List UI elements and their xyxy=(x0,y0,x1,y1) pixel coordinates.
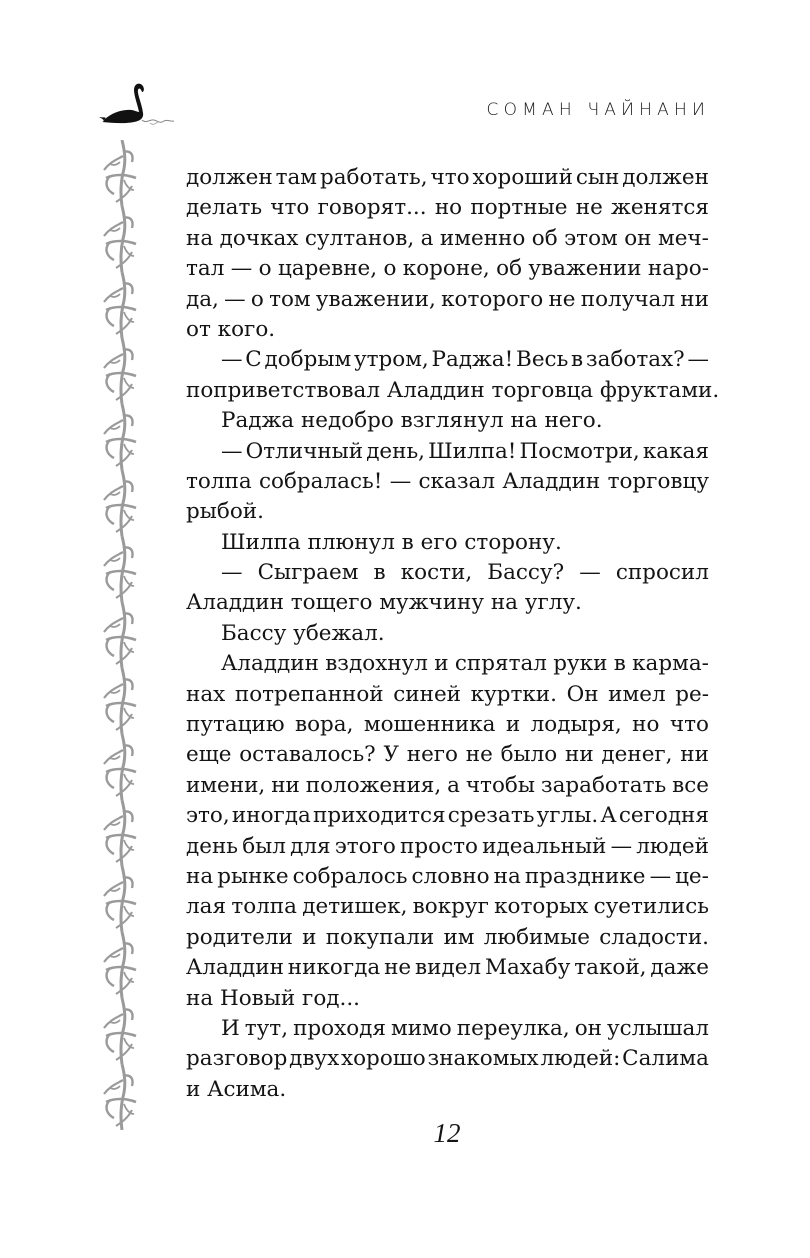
word: — xyxy=(221,347,243,373)
word: он xyxy=(624,225,652,251)
text-line xyxy=(186,771,709,801)
text-line: Аладдин тощего мужчину на углу. xyxy=(186,590,582,616)
text-line xyxy=(186,1014,709,1044)
word: синей xyxy=(393,681,462,707)
word: заботах? xyxy=(585,347,685,373)
word: куртки. xyxy=(470,681,557,707)
word: вокруг xyxy=(412,894,489,920)
word: знакомых xyxy=(427,1046,539,1072)
word: этом xyxy=(564,225,618,251)
word: там xyxy=(275,165,318,190)
word: получал xyxy=(580,286,676,312)
word: углы. xyxy=(536,803,599,829)
word: — xyxy=(230,256,253,282)
word: все xyxy=(672,772,709,798)
word: словно xyxy=(411,863,490,889)
thorn-vine-border xyxy=(92,140,162,1130)
word: Махабу xyxy=(484,955,571,981)
word: которых xyxy=(494,894,589,920)
text-line xyxy=(186,193,709,223)
word: о xyxy=(258,256,272,282)
text-line xyxy=(186,680,709,710)
word: день xyxy=(186,833,238,859)
word: а xyxy=(447,772,460,798)
word: утром, xyxy=(353,347,429,373)
word: такой, xyxy=(574,955,647,981)
word: людей xyxy=(636,833,709,859)
word: любимые xyxy=(483,924,590,950)
word: в xyxy=(613,651,626,677)
word: — xyxy=(687,347,709,373)
word: на xyxy=(186,225,214,251)
word: даже xyxy=(650,955,709,981)
word: проходя xyxy=(293,1015,386,1041)
text-line xyxy=(186,862,709,892)
word: И xyxy=(221,1015,240,1041)
word: какая xyxy=(642,438,709,464)
text-line xyxy=(186,801,709,831)
word: на xyxy=(493,863,521,889)
word: Он xyxy=(566,681,599,707)
text-line xyxy=(186,892,709,922)
word: оставалось? xyxy=(239,742,376,768)
word: — xyxy=(610,833,633,859)
word: спрятал xyxy=(454,651,547,677)
word: положения, xyxy=(305,772,442,798)
text-line: рыбой. xyxy=(186,499,264,525)
word: он xyxy=(574,1015,602,1041)
word: переулка, xyxy=(456,1015,570,1041)
word: заработать xyxy=(540,772,667,798)
word: женятся xyxy=(611,195,709,221)
word: денег, xyxy=(601,742,673,768)
text-line xyxy=(186,345,709,375)
word: хороший xyxy=(472,165,573,190)
text-line xyxy=(186,437,709,467)
word: нах xyxy=(186,681,226,707)
word: спросил xyxy=(615,560,709,586)
word: собралось xyxy=(292,863,408,889)
word: ни xyxy=(680,286,709,312)
word: Посмотри, xyxy=(519,438,640,464)
word: карма- xyxy=(632,651,709,677)
word: — xyxy=(579,560,601,586)
text-line xyxy=(186,163,709,193)
word: и xyxy=(505,712,521,738)
word: празднике xyxy=(524,863,646,889)
word: Аладдин xyxy=(221,651,319,677)
word: было xyxy=(500,742,558,768)
word: це- xyxy=(675,863,709,889)
word: тут, xyxy=(244,1015,289,1041)
word: ни xyxy=(271,772,300,798)
word: что xyxy=(669,712,709,738)
word: — xyxy=(649,863,672,889)
word: А xyxy=(600,803,617,829)
word: не xyxy=(384,955,412,981)
word: короне, xyxy=(402,256,490,282)
word: У xyxy=(383,742,399,768)
word: потрепанной xyxy=(234,681,384,707)
word: руки xyxy=(553,651,608,677)
word: людей: xyxy=(540,1046,621,1072)
word: а xyxy=(420,225,434,251)
word: рынке xyxy=(217,863,289,889)
word: кости, xyxy=(400,560,473,586)
word: никогда xyxy=(287,955,381,981)
word: наро- xyxy=(647,256,709,282)
text-line xyxy=(186,649,709,679)
text-line xyxy=(186,1044,709,1074)
word: еще xyxy=(186,742,232,768)
word: для xyxy=(290,833,331,859)
word: вздохнул xyxy=(325,651,428,677)
text-line xyxy=(186,953,709,983)
word: и xyxy=(434,651,449,677)
word: именно xyxy=(439,225,526,251)
word: не xyxy=(465,742,493,768)
word: портные xyxy=(470,195,568,221)
word: должен xyxy=(186,165,273,190)
word: добрым xyxy=(264,347,352,373)
text-line xyxy=(186,710,709,740)
word: родители xyxy=(186,924,293,950)
body-text xyxy=(186,163,720,1105)
running-head-author: СОМАН ЧАЙНАНИ xyxy=(486,100,710,120)
text-line xyxy=(186,923,709,953)
word: Шилпа! xyxy=(428,438,517,464)
word: Сыграем xyxy=(257,560,359,586)
word: просто xyxy=(400,833,478,859)
word: том xyxy=(269,286,311,312)
word: лая xyxy=(186,894,227,920)
text-line xyxy=(186,285,709,315)
word: торговцу xyxy=(607,468,709,494)
word: был xyxy=(242,833,286,859)
word: Отличный xyxy=(245,438,364,464)
word: видел xyxy=(415,955,482,981)
word: него xyxy=(406,742,458,768)
word: суетились xyxy=(593,894,709,920)
word: Салима xyxy=(622,1046,709,1072)
word: но xyxy=(434,195,463,221)
word: об xyxy=(496,256,523,282)
word: в xyxy=(571,347,584,373)
word: султанов, xyxy=(304,225,415,251)
word: Раджа! xyxy=(431,347,514,373)
word: об xyxy=(531,225,558,251)
word: о xyxy=(250,286,264,312)
word: двух xyxy=(289,1046,340,1072)
word: вора, xyxy=(294,712,354,738)
word: делать xyxy=(186,195,263,221)
word: которого xyxy=(441,286,544,312)
word: Аладдин xyxy=(502,468,601,494)
word: не xyxy=(548,286,576,312)
word: этого xyxy=(334,833,396,859)
text-line xyxy=(186,467,709,497)
word: мошенника xyxy=(363,712,496,738)
text-line: на Новый год... xyxy=(186,985,361,1011)
text-line: Бассу убежал. xyxy=(221,620,385,646)
word: сладости. xyxy=(599,924,709,950)
word: о xyxy=(383,256,397,282)
word: иногда xyxy=(231,803,311,829)
word: собралась! xyxy=(258,468,383,494)
word: ре- xyxy=(675,681,709,707)
word: сегодня xyxy=(618,803,709,829)
word: имел xyxy=(608,681,666,707)
word: путацию xyxy=(186,712,285,738)
word: царевне, xyxy=(277,256,378,282)
word: покупали xyxy=(325,924,435,950)
word: идеальный xyxy=(482,833,607,859)
text-line xyxy=(186,254,709,284)
word: толпа xyxy=(231,894,297,920)
word: тал xyxy=(186,256,225,282)
word: С xyxy=(245,347,262,373)
word: — xyxy=(221,438,243,464)
word: — xyxy=(224,286,246,312)
word: Аладдин xyxy=(186,955,284,981)
word: сказал xyxy=(418,468,496,494)
word: и xyxy=(302,924,317,950)
text-line xyxy=(186,558,709,588)
text-line: и Асима. xyxy=(186,1076,287,1102)
word: в xyxy=(373,560,386,586)
word: ни xyxy=(680,742,709,768)
word: должен xyxy=(622,165,709,190)
word: работать, xyxy=(319,165,428,190)
word: приходится xyxy=(313,803,446,829)
word: день, xyxy=(366,438,426,464)
word: имени, xyxy=(186,772,266,798)
word: да, xyxy=(186,286,219,312)
word: — xyxy=(221,560,243,586)
word: это, xyxy=(186,803,230,829)
word: что xyxy=(430,165,470,190)
word: им xyxy=(443,924,475,950)
text-line xyxy=(186,832,709,862)
word: уважении, xyxy=(315,286,436,312)
word: Весь xyxy=(516,347,569,373)
word: срезать xyxy=(447,803,535,829)
word: толпа xyxy=(186,468,252,494)
word: Бассу? xyxy=(487,560,565,586)
word: сын xyxy=(575,165,620,190)
word: ни xyxy=(564,742,594,768)
word: на xyxy=(186,863,214,889)
text-line xyxy=(186,224,709,254)
word: — xyxy=(389,468,412,494)
text-line: от кого. xyxy=(186,316,276,342)
word: чтобы xyxy=(465,772,535,798)
swan-icon xyxy=(90,82,180,132)
word: говорят... xyxy=(317,195,427,221)
word: дочках xyxy=(219,225,299,251)
word: не xyxy=(575,195,603,221)
text-line: Раджа недобро взглянул на него. xyxy=(221,408,603,434)
word: услышал xyxy=(607,1015,709,1041)
word: уважении xyxy=(528,256,642,282)
page-number: 12 xyxy=(433,1118,461,1148)
word: меч- xyxy=(657,225,709,251)
word: мимо xyxy=(391,1015,452,1041)
word: что xyxy=(270,195,310,221)
text-line: Шилпа плюнул в его сторону. xyxy=(221,529,562,555)
word: разговор xyxy=(186,1046,288,1072)
word: детишек, xyxy=(302,894,408,920)
text-line xyxy=(186,740,709,770)
text-line: поприветствовал Аладдин торговца фруктами. xyxy=(186,377,720,403)
word: хорошо xyxy=(340,1046,426,1072)
word: лодыря, xyxy=(530,712,622,738)
word: но xyxy=(632,712,660,738)
